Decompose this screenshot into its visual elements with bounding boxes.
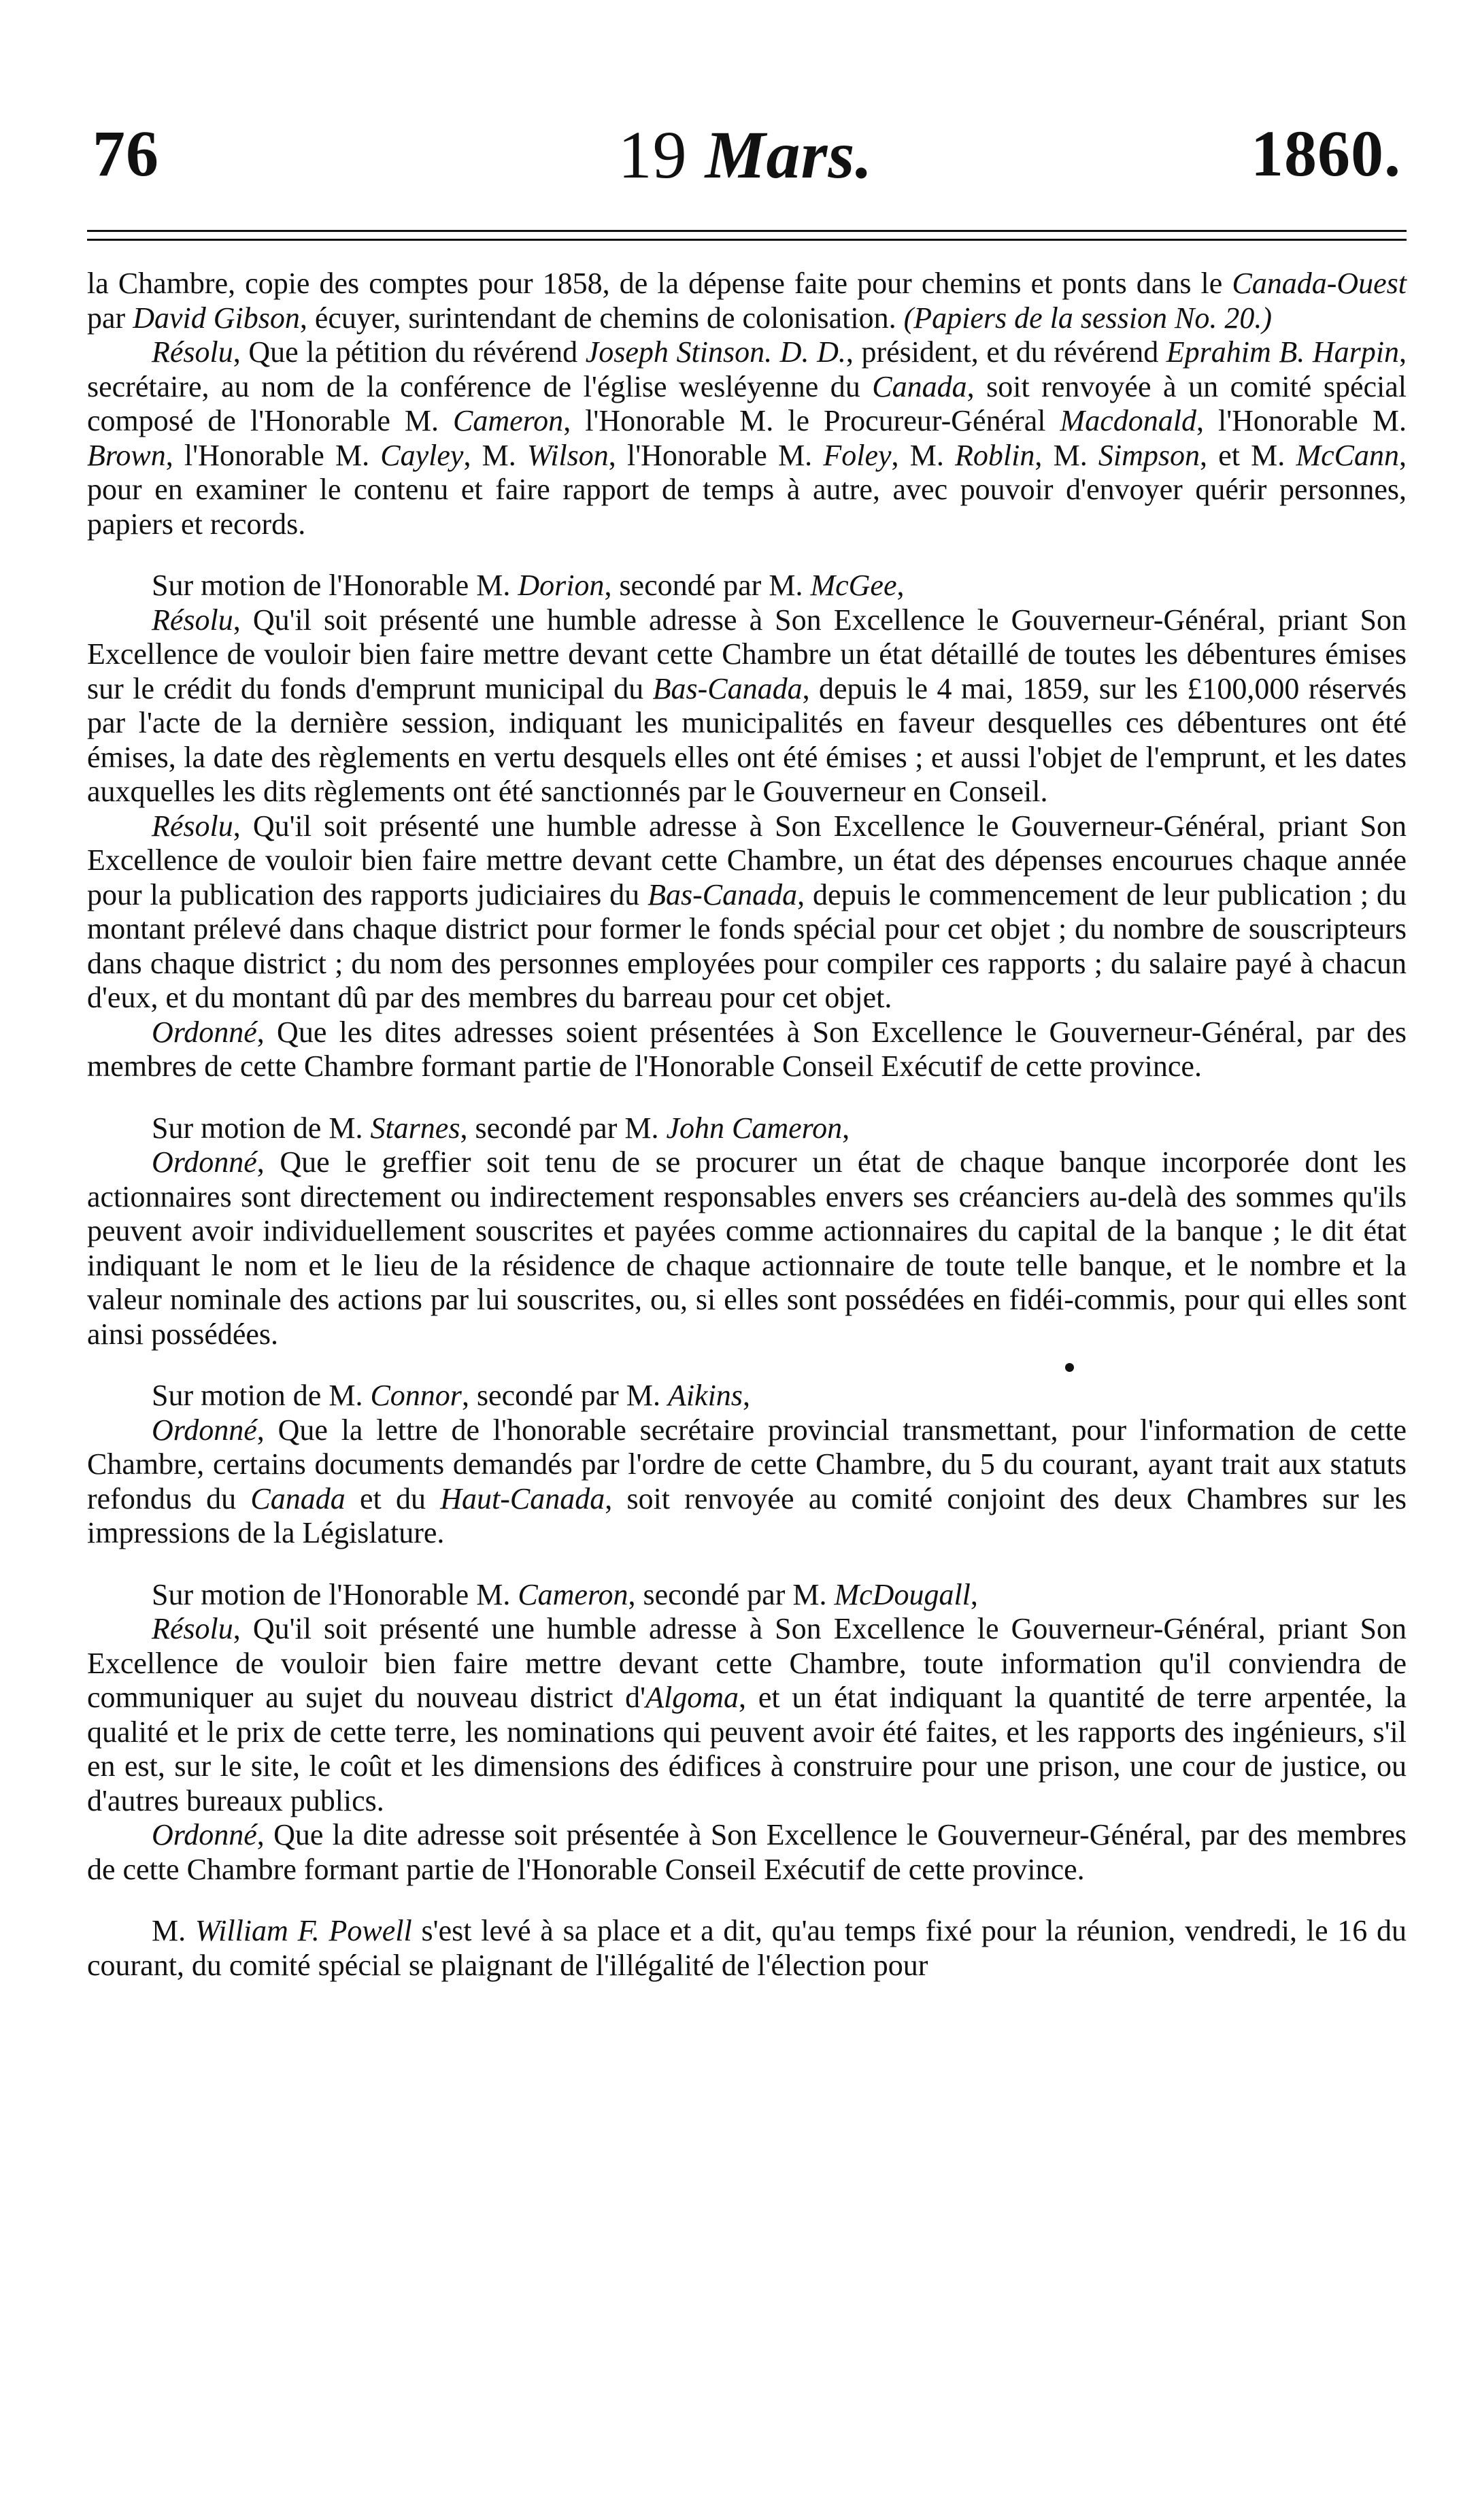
text-run: , [842, 1111, 850, 1145]
paragraph-p13 [87, 1818, 1407, 1887]
italic-run: Aikins [667, 1379, 743, 1412]
text-run: , [742, 1379, 750, 1412]
text-run: , Qu'il soit présenté une humble adresse à Son Excellence le Gouverneur-Général, priant Son Excellence de vouloir bien faire mettre devant cette Chambre, toute information qu'il conviendra de communiquer au sujet du nouveau district d' [87, 1612, 1407, 1714]
text-run: , soit renvoyée à un comité spécial composé de l'Honorable M. [87, 369, 1407, 437]
text-run: , l'Honorable M. [608, 438, 824, 472]
paragraph-p12 [87, 1612, 1407, 1818]
italic-run: Macdonald [1060, 404, 1196, 437]
italic-run: Bas-Canada [648, 877, 798, 911]
paragraph-p11 [87, 1578, 1407, 1613]
text-run: , soit renvoyée au comité conjoint des deux Chambres sur les impressions de la Législature. [87, 1481, 1407, 1549]
text-run: , l'Honorable M. le Procureur-Général [563, 404, 1060, 437]
text-run: , [896, 569, 905, 602]
paragraph-p9 [87, 1379, 1407, 1413]
text-run: , Qu'il soit présenté une humble adresse à Son Excellence le Gouverneur-Général, priant Son Excellence de vouloir bien faire mettre devant cette Chambre, un état des dépenses encourues chaque année pour la publication des rapports judiciaires du [87, 809, 1407, 911]
italic-run: Ordonné [152, 1145, 257, 1179]
text-run: Sur motion de l'Honorable M. [152, 569, 518, 602]
italic-run: Algoma [645, 1681, 739, 1714]
italic-run: Résolu [152, 809, 233, 843]
paragraph-p7 [87, 1111, 1407, 1146]
italic-run: McGee [810, 569, 897, 602]
italic-run: David Gibson [133, 301, 300, 335]
text-run: , depuis le 4 mai, 1859, sur les £100,000 réservés par l'acte de la dernière session, indiquant les municipalités en faveur desquelles ces débentures ont été émises, la date des règlements en vertu desquels elles ont été émises ; et aussi l'objet de l'emprunt, et les dates auxquelles les dits règlements ont été sanctionnés par le Gouverneur en Conseil. [87, 671, 1407, 808]
italic-run: Connor [370, 1379, 462, 1412]
text-run: M. [152, 1914, 195, 1947]
paragraph-p5 [87, 809, 1407, 1015]
text-run: , secrétaire, au nom de la conférence de l'église wesléyenne du [87, 335, 1407, 403]
italic-run: Cameron [453, 404, 564, 437]
page-year: 1860. [1251, 117, 1401, 190]
text-run: , écuyer, surintendant de chemins de colonisation. [299, 301, 904, 335]
text-run: , secondé par M. [461, 1379, 668, 1412]
paragraph-p14 [87, 1914, 1407, 1983]
text-run: , et un état indiquant la quantité de terre arpentée, la qualité et le prix de cette terre, les nominations qui peuvent avoir été faites, et les rapports des ingénieurs, s'il en est, sur le site, le coût et les dimensions des édifices à construire pour une prison, une cour de justice, ou d'autres bureaux publics. [87, 1681, 1407, 1817]
text-run: , Que le greffier soit tenu de se procurer un état de chaque banque incorporée dont les actionnaires sont directement ou indirectement responsables envers ses créanciers au-delà des sommes qu'ils peuvent avoir individuellement souscrites et payées comme actionnaires du capital de la banque ; le dit état indiquant le nom et le lieu de la résidence de chaque actionnaire de toute telle banque, et le nombre et la valeur nominale des actions par lui souscrites, ou, si elles sont possédées en fidéi-commis, pour qui elles sont ainsi possédées. [87, 1145, 1407, 1351]
italic-run: McDougall [834, 1577, 971, 1611]
italic-run: Canada-Ouest [1232, 267, 1407, 300]
text-run: , président, et du révérend [845, 335, 1166, 369]
italic-run: Simpson [1098, 438, 1200, 472]
text-run: , Que la dite adresse soit présentée à Son Excellence le Gouverneur-Général, par des membres de cette Chambre formant partie de l'Honorable Conseil Exécutif de cette province. [87, 1818, 1407, 1886]
italic-run: Cayley [380, 438, 464, 472]
text-run: , depuis le commencement de leur publication ; du montant prélevé dans chaque district pour former le fonds spécial pour cet objet ; du nombre de souscripteurs dans chaque district ; du nom des personnes employées pour compiler ces rapports ; du salaire payé à chacun d'eux, et du montant dû par des membres du barreau pour cet objet. [87, 877, 1407, 1014]
text-run: la Chambre, copie des comptes pour 1858, de la dépense faite pour chemins et ponts dans le [87, 267, 1232, 300]
text-run: Sur motion de M. [152, 1111, 371, 1145]
page-date [87, 116, 1404, 194]
paragraph-p6 [87, 1015, 1407, 1084]
paragraph-p3 [87, 569, 1407, 603]
paragraph-p2 [87, 335, 1407, 541]
text-run: Sur motion de l'Honorable M. [152, 1577, 518, 1611]
date-month: Mars. [705, 117, 873, 192]
text-run: , l'Honorable M. [165, 438, 381, 472]
text-run: , [970, 1577, 978, 1611]
ink-dot [1065, 1363, 1074, 1372]
text-run: , secondé par M. [460, 1111, 667, 1145]
italic-run: Dorion [518, 569, 605, 602]
italic-run: Cameron [518, 1577, 628, 1611]
italic-run: Brown [87, 438, 166, 472]
text-run: , l'Honorable M. [1196, 404, 1407, 437]
italic-run: (Papiers de la session No. 20.) [903, 301, 1273, 335]
italic-run: John Cameron [666, 1111, 843, 1145]
text-run: , secondé par M. [604, 569, 811, 602]
italic-run: Résolu [152, 335, 233, 369]
paragraph-p4 [87, 603, 1407, 809]
italic-run: Résolu [152, 603, 233, 637]
header-rule-bottom [87, 239, 1407, 241]
text-run: , Que les dites adresses soient présentées à Son Excellence le Gouverneur-Général, par des membres de cette Chambre formant partie de l'Honorable Conseil Exécutif de cette province. [87, 1015, 1407, 1083]
italic-run: Ordonné [152, 1413, 257, 1447]
page-number: 76 [93, 117, 159, 190]
page-header [87, 116, 1404, 190]
text-run: , M. [463, 438, 527, 472]
italic-run: Wilson [526, 438, 609, 472]
italic-run: Starnes [370, 1111, 460, 1145]
italic-run: McCann [1296, 438, 1400, 472]
italic-run: Canada [250, 1481, 346, 1515]
paragraph-p10 [87, 1413, 1407, 1551]
italic-run: Ordonné [152, 1015, 257, 1049]
page-body [87, 267, 1407, 1983]
text-run: , et M. [1200, 438, 1296, 472]
date-day: 19 [618, 117, 688, 192]
italic-run: Ordonné [152, 1818, 257, 1851]
italic-run: Bas-Canada [652, 671, 803, 705]
text-run: , M. [891, 438, 956, 472]
italic-run: Résolu [152, 1612, 233, 1645]
text-run: , Qu'il soit présenté une humble adresse à Son Excellence le Gouverneur-Général, priant Son Excellence de vouloir bien faire mettre devant cette Chambre un état détaillé de toutes les débentures émises sur le crédit du fonds d'emprunt municipal du [87, 603, 1407, 705]
text-run: , M. [1035, 438, 1098, 472]
paragraph-p8 [87, 1145, 1407, 1351]
text-run: et du [345, 1481, 441, 1515]
text-run: Sur motion de M. [152, 1379, 371, 1412]
italic-run: Eprahim B. Harpin [1166, 335, 1399, 369]
italic-run: Canada [872, 369, 967, 403]
italic-run: Haut-Canada [440, 1481, 605, 1515]
text-run: , secondé par M. [628, 1577, 835, 1611]
text-run: , Que la lettre de l'honorable secrétaire provincial transmettant, pour l'information de cette Chambre, certains documents demandés par l'ordre de cette Chambre, du 5 du courant, ayant trait aux statuts refondus du [87, 1413, 1407, 1515]
text-run: par [87, 301, 133, 335]
text-run: , pour en examiner le contenu et faire rapport de temps à autre, avec pouvoir d'envoyer quérir personnes, papiers et records. [87, 438, 1407, 541]
italic-run: Roblin [955, 438, 1035, 472]
italic-run: William F. Powell [195, 1914, 412, 1947]
italic-run: Joseph Stinson. D. D. [585, 335, 846, 369]
italic-run: Foley [823, 438, 892, 472]
text-run: s'est levé à sa place et a dit, qu'au temps fixé pour la réunion, vendredi, le 16 du courant, du comité spécial se plaignant de l'illégalité de l'élection pour [87, 1914, 1407, 1982]
header-rule-top [87, 230, 1407, 232]
text-run: , Que la pétition du révérend [233, 335, 586, 369]
paragraph-p1 [87, 267, 1407, 335]
